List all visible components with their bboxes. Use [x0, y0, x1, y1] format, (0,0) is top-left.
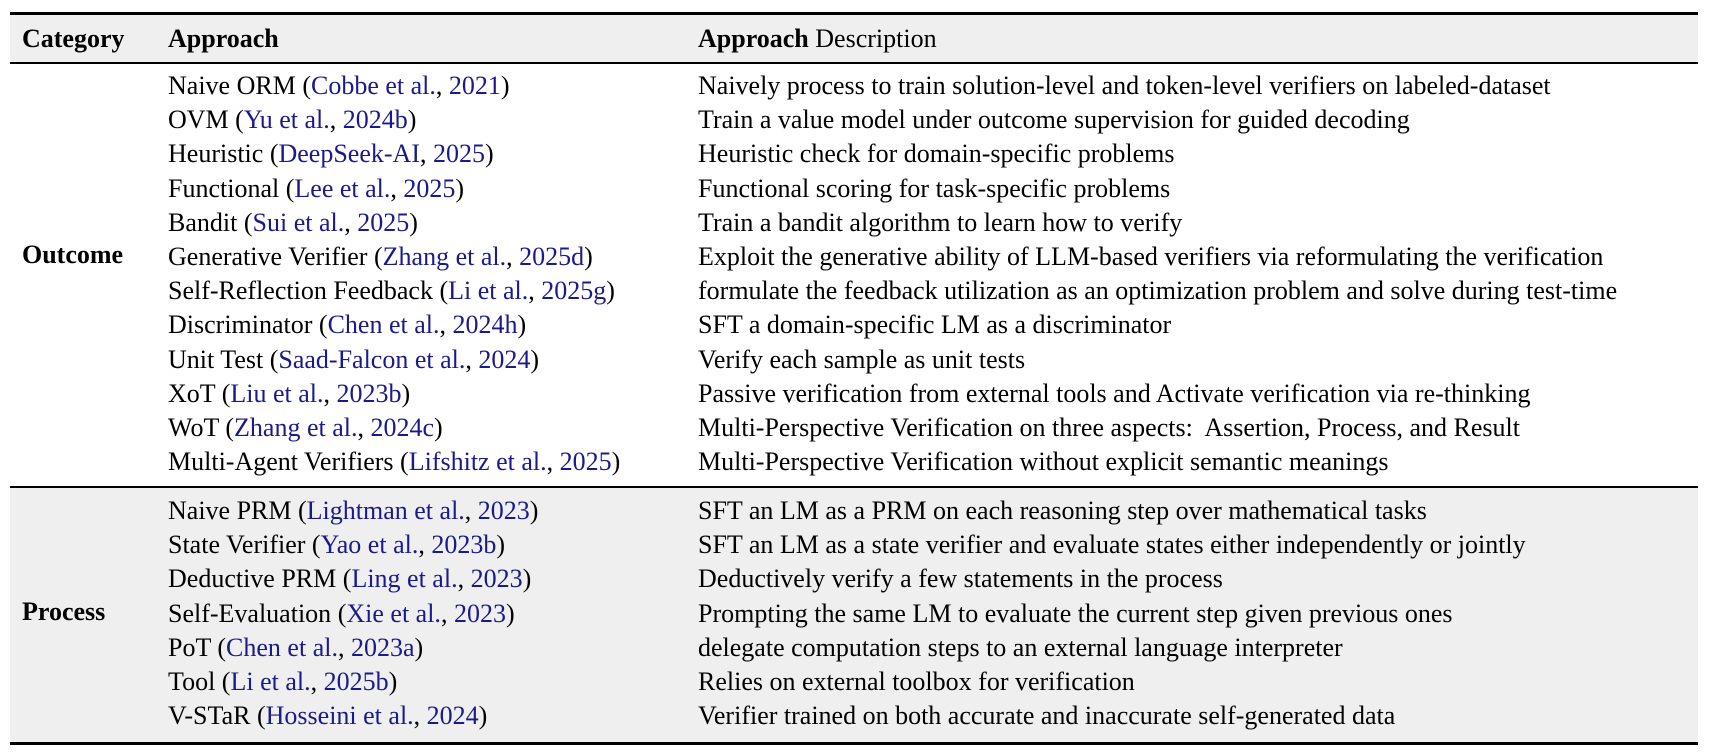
- approach-name: Tool: [168, 667, 216, 696]
- citation-link[interactable]: Li et al.: [448, 276, 529, 306]
- citation-link[interactable]: Zhang et al.: [234, 413, 358, 442]
- paren-close: ): [505, 598, 515, 628]
- table-row: [0, 172, 1731, 206]
- citation-year-link[interactable]: 2025: [403, 173, 456, 203]
- citation-link[interactable]: Liu et al.: [230, 378, 324, 408]
- citation-link[interactable]: Hosseini et al.: [265, 701, 414, 731]
- citation-year-link[interactable]: 2024b: [342, 105, 408, 135]
- paren-close: ): [584, 242, 593, 271]
- citation-comma: ,: [329, 105, 343, 135]
- citation-year-link[interactable]: 2023: [470, 564, 523, 594]
- paren-open: (: [336, 564, 352, 594]
- citation-comma: ,: [323, 378, 337, 408]
- paren-open: (: [291, 496, 307, 525]
- citation-link[interactable]: Saad-Falcon et al.: [278, 344, 466, 374]
- citation-comma: ,: [546, 447, 560, 477]
- description-cell: Exploit the generative ability of LLM-based verifiers via reformulating the verification: [698, 242, 1604, 271]
- approach-cell: [168, 528, 505, 562]
- citation-link[interactable]: Ling et al.: [351, 564, 458, 594]
- approach-name: Functional: [168, 173, 280, 203]
- approach-cell: [168, 665, 397, 699]
- approach-name: Multi-Agent Verifiers: [168, 447, 394, 477]
- approach-name: State Verifier: [168, 530, 306, 560]
- description-cell: formulate the feedback utilization as an optimization problem and solve during test-time: [698, 276, 1618, 306]
- paren-open: (: [237, 207, 253, 237]
- paren-open: (: [331, 598, 347, 628]
- approach-cell: [168, 699, 487, 733]
- citation-comma: ,: [440, 598, 454, 628]
- description-cell: SFT a domain-specific LM as a discriminator: [698, 310, 1172, 340]
- citation-link[interactable]: DeepSeek-AI: [278, 139, 420, 169]
- paren-close: ): [434, 413, 443, 442]
- citation-link[interactable]: Zhang et al.: [382, 242, 507, 271]
- approach-name: Discriminator: [168, 310, 313, 340]
- description-cell: SFT an LM as a PRM on each reasoning step over mathematical tasks: [698, 496, 1427, 525]
- table-row: [0, 137, 1731, 171]
- citation-year-link[interactable]: 2025b: [323, 667, 389, 696]
- header-approach: Approach: [168, 24, 279, 53]
- paren-close: ): [409, 207, 418, 237]
- approach-name: OVM: [168, 105, 229, 135]
- description-cell: Verify each sample as unit tests: [698, 344, 1026, 374]
- citation-link[interactable]: Lee et al.: [294, 173, 391, 203]
- description-cell: Passive verification from external tools and Activate verification via re-thinking: [698, 378, 1531, 408]
- approach-cell: [168, 206, 418, 240]
- description-cell: Verifier trained on both accurate and inaccurate self-generated data: [698, 701, 1396, 731]
- approach-name: Deductive PRM: [168, 564, 337, 594]
- citation-year-link[interactable]: 2025: [559, 447, 612, 477]
- citation-comma: ,: [528, 276, 542, 306]
- approach-name: PoT: [168, 632, 211, 662]
- table-row: [0, 103, 1731, 137]
- description-cell: SFT an LM as a state verifier and evaluate states either independently or jointly: [698, 530, 1526, 560]
- citation-comma: ,: [337, 632, 351, 662]
- table-row: [0, 206, 1731, 240]
- paren-close: ): [522, 564, 532, 594]
- paren-close: ): [500, 71, 510, 100]
- table-row: [0, 494, 1731, 528]
- paren-close: ): [401, 378, 411, 408]
- approach-cell: [168, 69, 510, 103]
- approach-cell: [168, 597, 515, 631]
- citation-year-link[interactable]: 2024: [426, 701, 479, 731]
- bottom-rule: [10, 742, 1698, 745]
- citation-year-link[interactable]: 2023a: [350, 632, 415, 662]
- citation-link[interactable]: Chen et al.: [226, 632, 338, 662]
- paren-open: (: [432, 276, 449, 306]
- description-cell: Relies on external toolbox for verification: [698, 667, 1135, 696]
- citation-comma: ,: [457, 564, 471, 594]
- paren-close: ): [414, 632, 424, 662]
- citation-link[interactable]: Sui et al.: [252, 207, 345, 237]
- citation-comma: ,: [435, 71, 449, 100]
- table-row: [0, 343, 1731, 377]
- paren-open: (: [228, 105, 244, 135]
- approach-cell: [168, 562, 531, 596]
- citation-year-link[interactable]: 2025: [432, 139, 485, 169]
- citation-link[interactable]: Li et al.: [230, 667, 311, 696]
- approach-name: Heuristic: [168, 139, 264, 169]
- description-cell: Train a value model under outcome supervision for guided decoding: [698, 105, 1410, 135]
- approach-name: WoT: [168, 413, 219, 442]
- paren-open: (: [210, 632, 227, 662]
- table-row: [0, 665, 1731, 699]
- table-row: [0, 308, 1731, 342]
- approach-cell: [168, 172, 464, 206]
- paren-open: (: [393, 447, 409, 477]
- table-row: [0, 411, 1731, 445]
- table-header: [0, 15, 1731, 62]
- citation-comma: ,: [506, 242, 520, 271]
- paren-close: ): [606, 276, 615, 306]
- description-cell: Train a bandit algorithm to learn how to verify: [698, 207, 1183, 237]
- approach-name: V-STaR: [168, 701, 251, 731]
- table-row: [0, 240, 1731, 274]
- description-cell: Prompting the same LM to evaluate the current step given previous ones: [698, 598, 1453, 628]
- citation-comma: ,: [439, 310, 453, 340]
- approach-cell: [168, 274, 615, 308]
- approach-name: Self-Reflection Feedback: [168, 276, 433, 306]
- table-row: [0, 631, 1731, 665]
- paren-open: (: [215, 667, 231, 696]
- paren-close: ): [407, 105, 417, 135]
- category-process: Process: [22, 597, 106, 626]
- approach-name: XoT: [168, 378, 216, 408]
- citation-comma: ,: [413, 701, 427, 731]
- citation-comma: ,: [464, 496, 478, 525]
- citation-year-link[interactable]: 2023b: [431, 530, 497, 560]
- citation-link[interactable]: Lifshitz et al.: [408, 447, 547, 477]
- approach-name: Generative Verifier: [168, 242, 368, 271]
- table-row: [0, 528, 1731, 562]
- description-cell: Multi-Perspective Verification without explicit semantic meanings: [698, 447, 1389, 477]
- paren-close: ): [478, 701, 488, 731]
- paren-open: (: [218, 413, 235, 442]
- citation-year-link[interactable]: 2024: [478, 344, 531, 374]
- table-row: [0, 274, 1731, 308]
- paren-close: ): [455, 173, 465, 203]
- citation-link[interactable]: Yu et al.: [243, 105, 330, 135]
- citation-year-link[interactable]: 2025: [357, 207, 410, 237]
- citation-comma: ,: [310, 667, 324, 696]
- paren-close: ): [517, 310, 527, 340]
- description-cell: Heuristic check for domain-specific problems: [698, 139, 1175, 169]
- approach-name: Self-Evaluation: [168, 598, 332, 628]
- citation-link[interactable]: Yao et al.: [320, 530, 419, 560]
- approach-name: Bandit: [168, 207, 238, 237]
- citation-link[interactable]: Xie et al.: [346, 598, 441, 628]
- paren-close: ): [388, 667, 398, 696]
- header-rule: [10, 62, 1698, 64]
- citation-comma: ,: [465, 344, 479, 374]
- citation-comma: ,: [419, 139, 433, 169]
- approach-cell: [168, 103, 416, 137]
- approach-cell: [168, 343, 539, 377]
- citation-year-link[interactable]: 2023: [477, 496, 530, 525]
- table-row: [0, 445, 1731, 479]
- category-outcome: Outcome: [22, 240, 124, 269]
- citation-link[interactable]: Chen et al.: [327, 310, 440, 340]
- citation-comma: ,: [357, 413, 371, 442]
- table-row: [0, 69, 1731, 103]
- paren-close: ): [530, 344, 540, 374]
- approach-cell: [168, 377, 410, 411]
- table-row: [0, 562, 1731, 596]
- description-cell: Deductively verify a few statements in the process: [698, 564, 1223, 594]
- header-category: Category: [22, 24, 125, 53]
- description-cell: Functional scoring for task-specific problems: [698, 173, 1171, 203]
- table-row: [0, 377, 1731, 411]
- paren-open: (: [367, 242, 383, 271]
- approach-cell: [168, 494, 538, 528]
- citation-comma: ,: [344, 207, 358, 237]
- paren-open: (: [312, 310, 328, 340]
- paren-open: (: [295, 71, 311, 100]
- paren-open: (: [279, 173, 295, 203]
- approach-cell: [168, 411, 443, 445]
- paren-open: (: [250, 701, 266, 731]
- citation-year-link[interactable]: 2024h: [452, 310, 518, 340]
- paren-open: (: [305, 530, 321, 560]
- citation-link[interactable]: Lightman et al.: [306, 496, 465, 525]
- citation-comma: ,: [390, 173, 404, 203]
- paren-close: ): [484, 139, 494, 169]
- table-row: [0, 597, 1731, 631]
- description-cell: Multi-Perspective Verification on three aspects: Assertion, Process, and Result: [698, 413, 1520, 442]
- approach-name: Unit Test: [168, 344, 264, 374]
- approach-name: Naive PRM: [168, 496, 292, 525]
- header-description: Approach Description: [698, 24, 937, 53]
- paren-close: ): [611, 447, 621, 477]
- approach-name: Naive ORM: [168, 71, 296, 100]
- group-separator-rule: [10, 486, 1698, 488]
- citation-year-link[interactable]: 2025g: [541, 276, 607, 306]
- citation-year-link[interactable]: 2021: [448, 71, 501, 100]
- description-cell: Naively process to train solution-level and token-level verifiers on labeled-dataset: [698, 71, 1551, 100]
- approach-cell: [168, 445, 620, 479]
- approach-cell: [168, 308, 526, 342]
- citation-link[interactable]: Cobbe et al.: [311, 71, 436, 100]
- description-cell: delegate computation steps to an external language interpreter: [698, 632, 1343, 662]
- approach-cell: [168, 240, 593, 274]
- citation-comma: ,: [418, 530, 432, 560]
- paren-close: ): [529, 496, 539, 525]
- paren-close: ): [496, 530, 506, 560]
- citation-year-link[interactable]: 2024c: [370, 413, 435, 442]
- paren-open: (: [215, 378, 231, 408]
- approach-cell: [168, 631, 423, 665]
- paren-open: (: [263, 139, 279, 169]
- citation-year-link[interactable]: 2023: [453, 598, 506, 628]
- approach-cell: [168, 137, 494, 171]
- paren-open: (: [263, 344, 279, 374]
- citation-year-link[interactable]: 2023b: [336, 378, 402, 408]
- table-row: [0, 699, 1731, 733]
- citation-year-link[interactable]: 2025d: [519, 242, 585, 271]
